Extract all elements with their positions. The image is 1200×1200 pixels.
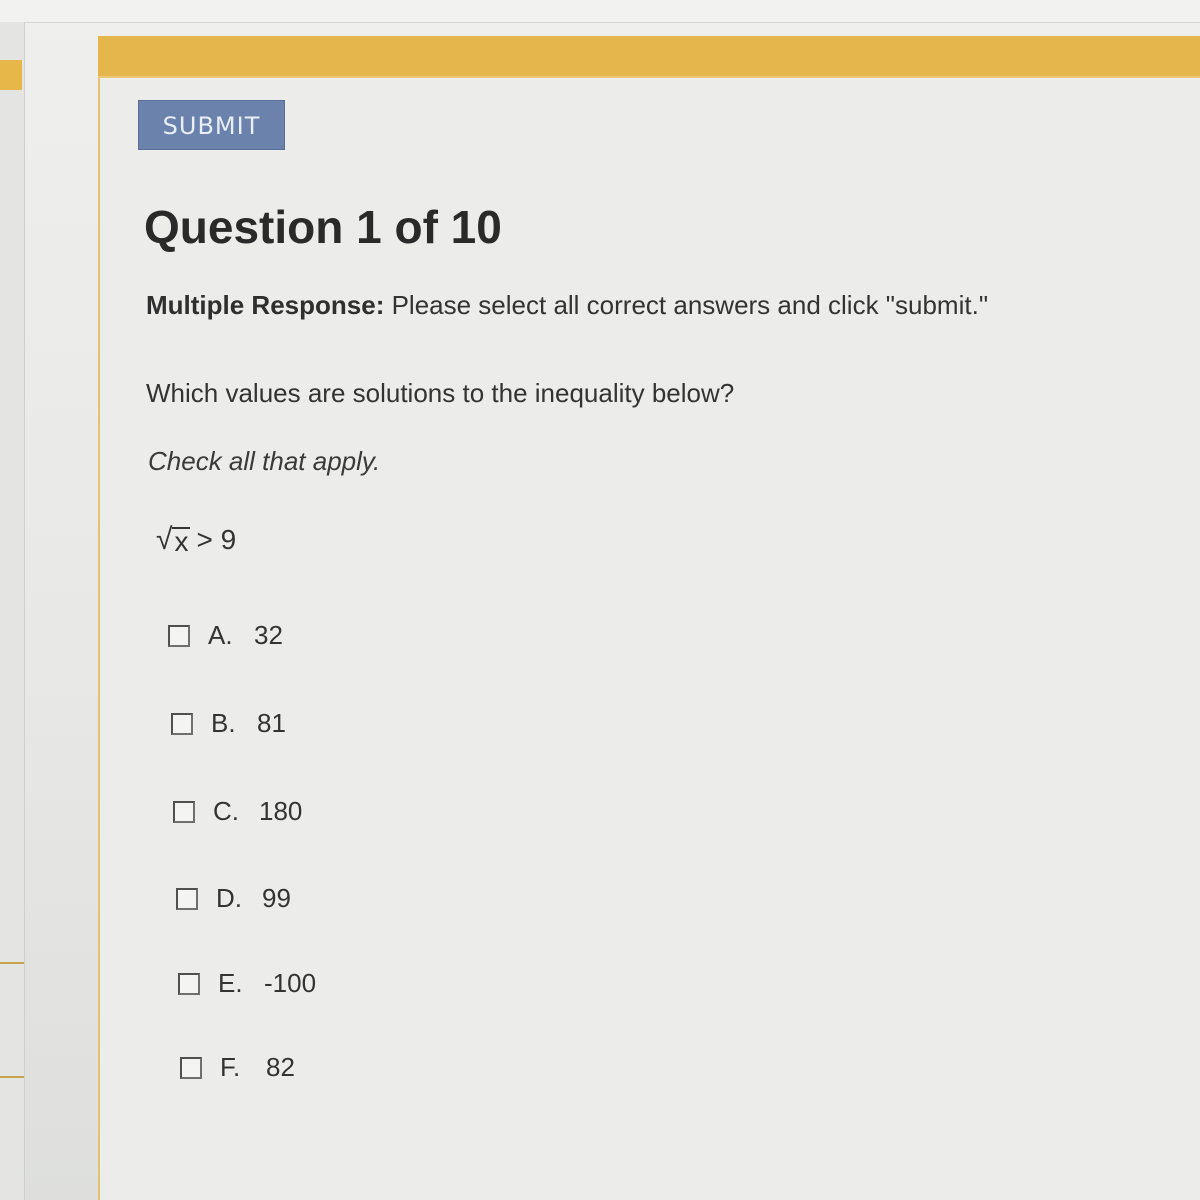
checkbox[interactable] (171, 713, 193, 735)
radical-sign: √ (156, 523, 173, 556)
option-c[interactable] (173, 796, 302, 827)
inequality-rest: > 9 (196, 524, 237, 555)
option-letter: D. (216, 883, 242, 913)
question-prompt: Which values are solutions to the inequality below? (146, 378, 735, 408)
left-divider (0, 962, 24, 964)
header-band (98, 36, 1200, 78)
checkbox[interactable] (178, 973, 200, 995)
inequality (156, 524, 236, 556)
option-value: -100 (264, 968, 317, 998)
instructions (146, 290, 988, 321)
option-letter: B. (211, 708, 236, 738)
option-letter: C. (213, 796, 239, 826)
option-value: 180 (259, 796, 303, 826)
left-panel (0, 22, 25, 1200)
option-value: 82 (266, 1052, 295, 1082)
question-title: Question 1 of 10 (144, 201, 502, 253)
option-a[interactable] (168, 620, 283, 651)
submit-button[interactable]: SUBMIT (138, 100, 285, 150)
option-letter: F. (220, 1052, 241, 1082)
option-value: 99 (262, 883, 291, 913)
checkbox[interactable] (173, 801, 195, 823)
square-root (156, 525, 190, 555)
option-value: 32 (254, 620, 283, 650)
question-hint: Check all that apply. (148, 446, 381, 476)
checkbox[interactable] (180, 1057, 202, 1079)
option-e[interactable] (178, 968, 316, 999)
checkbox[interactable] (176, 888, 198, 910)
option-letter: E. (218, 968, 243, 998)
option-letter: A. (208, 620, 233, 650)
option-value: 81 (257, 708, 286, 738)
option-f[interactable] (180, 1052, 295, 1083)
radicand: x (174, 526, 189, 557)
left-divider (0, 1076, 24, 1078)
top-strip (0, 0, 1200, 23)
question-type-label: Multiple Response: (146, 290, 385, 320)
left-accent-bar (0, 60, 22, 90)
option-d[interactable] (176, 883, 291, 914)
option-b[interactable] (171, 708, 286, 739)
checkbox[interactable] (168, 625, 190, 647)
instructions-text: Please select all correct answers and click "submit." (384, 290, 989, 320)
